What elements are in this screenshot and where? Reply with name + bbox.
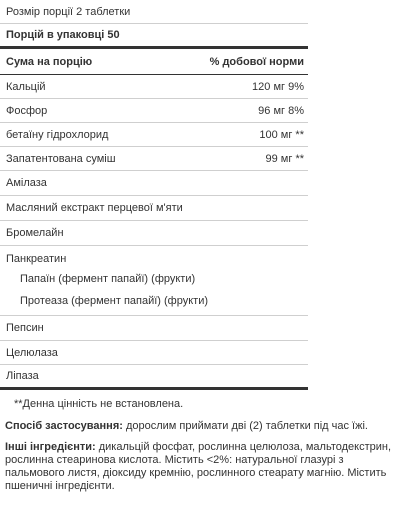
other-ingredients	[5, 441, 395, 493]
ingredient-row-pancreatin	[0, 246, 308, 316]
ingredient-row-peppermint	[0, 196, 308, 221]
ingredient-row-pepsin	[0, 316, 308, 341]
servings-per-container: Порцій в упаковці 50	[6, 29, 120, 41]
nutrient-name: Запатентована суміш	[6, 152, 116, 165]
nutrient-name: Кальцій	[6, 80, 46, 93]
other-ingredients-text: дикальцій фосфат, рослинна целюлоза, мальтодекстрин, рослинна стеаринова кислота. Містить <2%: натуральної глазурі з пальмового листя, діоксиду кремнію, рослинного стеарату магнію. Містить пшеничні інгредієнти.	[5, 441, 392, 492]
nutrient-name: Фосфор	[6, 104, 48, 117]
nutrient-value: 120 мг 9%	[252, 80, 304, 93]
ingredient-name: Масляний екстракт перцевої м'яти	[6, 202, 183, 214]
ingredient-row-lipase	[0, 365, 308, 390]
ingredient-name: Ліпаза	[6, 370, 39, 382]
nutrient-value: 100 мг **	[259, 128, 304, 141]
ingredient-name: Амілаза	[6, 177, 47, 189]
nutrient-row-calcium	[0, 75, 308, 99]
ingredient-name: Пепсин	[6, 322, 44, 334]
daily-value-footnote: **Денна цінність не встановлена.	[14, 398, 184, 410]
nutrient-row-phosphorus	[0, 99, 308, 123]
directions-section	[5, 420, 395, 501]
suggested-use	[5, 420, 395, 433]
nutrient-row-proprietary-blend	[0, 147, 308, 171]
nutrient-row-betaine	[0, 123, 308, 147]
other-ingredients-label: Інші інгредієнти:	[5, 441, 96, 453]
nutrient-name: бетаїну гідрохлорид	[6, 128, 109, 141]
ingredient-name: Панкреатин	[6, 253, 67, 265]
table-header-row	[0, 49, 308, 75]
ingredient-row-amylase	[0, 171, 308, 196]
ingredient-name: Бромелайн	[6, 227, 64, 239]
serving-size: Розмір порції 2 таблетки	[6, 5, 131, 18]
sub-ingredient-protease: Протеаза (фермент папайї) (фрукти)	[20, 295, 208, 307]
sub-ingredient-papain: Папаїн (фермент папайї) (фрукти)	[20, 273, 196, 285]
ingredient-name: Целюлаза	[6, 346, 58, 359]
suggested-use-text: дорослим приймати дві (2) таблетки під час їжі.	[122, 420, 368, 432]
daily-value-header: % добової норми	[209, 55, 304, 68]
suggested-use-label: Спосіб застосування:	[5, 420, 123, 432]
ingredient-row-bromelain	[0, 221, 308, 246]
nutrient-value: 96 мг 8%	[258, 104, 304, 117]
amount-per-serving-header: Сума на порцію	[6, 55, 93, 68]
nutrient-value: 99 мг **	[265, 152, 304, 165]
serving-size-row	[0, 0, 308, 24]
servings-per-container-row	[0, 24, 308, 49]
ingredient-row-cellulase	[0, 341, 308, 365]
